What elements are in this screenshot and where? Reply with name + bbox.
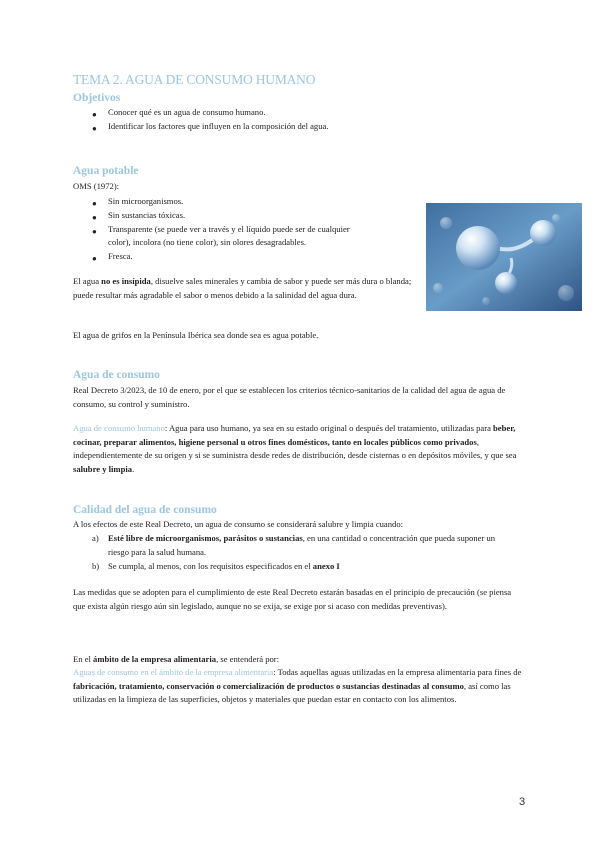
calidad-item-a: Esté libre de microorganismos, parásitos o sustancias, en una cantidad o concentración que pueda suponer un riesgo para la salud humana. xyxy=(108,533,496,557)
section-heading-objetivos: Objetivos xyxy=(73,92,121,104)
objetivo-item: Conocer qué es un agua de consumo humano. xyxy=(108,107,266,117)
section-heading-agua-potable: Agua potable xyxy=(73,165,139,177)
page-number: 3 xyxy=(519,796,526,808)
bullet-icon: ● xyxy=(92,199,97,208)
bullet-icon: ● xyxy=(92,213,97,222)
water-molecule-image xyxy=(426,203,582,311)
potable-item: Fresca. xyxy=(108,251,133,261)
section-heading-calidad: Calidad del agua de consumo xyxy=(73,504,217,516)
bullet-icon: ● xyxy=(92,124,97,133)
calidad-item-b: Se cumpla, al menos, con los requisitos especificados en el anexo I xyxy=(108,561,340,571)
potable-paragraph: El agua no es insípida, disuelve sales minerales y cambia de sabor y puede ser más dura o blanda; puede resultar más agradable el sabor o menos debido a la salinidad del agua dura. xyxy=(73,276,412,300)
potable-item: Sin microorganismos. xyxy=(108,196,184,206)
bullet-icon: ● xyxy=(92,254,97,263)
list-marker-a: a) xyxy=(92,533,99,543)
definition-paragraph: Agua de consumo humano: Agua para uso humano, ya sea en su estado original o después del tratamiento, utilizadas para beber, cocinar, preparar alimentos, higiene personal u otros fines domésticos, tanto en locales públicos como privados, independientemente de su origen y si se suministra desde redes de distribución, desde cisternas o en depósitos móviles, y que sea salubre y limpia. xyxy=(73,423,517,474)
page-title: TEMA 2. AGUA DE CONSUMO HUMANO xyxy=(73,72,316,87)
empresa-definition: Aguas de consumo en el ámbito de la empresa alimentaria: Todas aquellas aguas utilizadas en la empresa alimentaria para fines de fabricación, tratamiento, conservación o comercialización de productos o sustancias destinadas al consumo, así como las utilizadas en la limpieza de las superficies, objetos y materiales que puedan estar en contacto con los alimentos. xyxy=(73,667,522,705)
potable-paragraph-2: El agua de grifos en la Península Ibérica sea donde sea es agua potable. xyxy=(73,330,319,340)
empresa-intro: En el ámbito de la empresa alimentaria, se entenderá por: xyxy=(73,654,280,664)
objetivo-item: Identificar los factores que influyen en la composición del agua. xyxy=(108,121,329,131)
list-marker-b: b) xyxy=(92,561,100,571)
potable-item: Sin sustancias tóxicas. xyxy=(108,210,186,220)
potable-item: Transparente (se puede ver a través y el líquido puede ser de cualquier xyxy=(108,224,350,234)
potable-item-cont: color), incolora (no tiene color), sin olores desagradables. xyxy=(108,237,307,247)
medidas-paragraph: Las medidas que se adopten para el cumplimiento de este Real Decreto estarán basadas en el principio de precaución (se piensa que exista algún riesgo aún sin legislado, aunque no se exija, se exige por si acaso con medidas preventivas). xyxy=(73,587,512,611)
bullet-icon: ● xyxy=(92,227,97,236)
calidad-intro: A los efectos de este Real Decreto, un agua de consumo se considerará salubre y limpia cuando: xyxy=(73,519,404,529)
bullet-icon: ● xyxy=(92,110,97,119)
section-heading-agua-consumo: Agua de consumo xyxy=(73,369,160,381)
oms-label: OMS (1972): xyxy=(73,181,120,191)
real-decreto-paragraph: Real Decreto 3/2023, de 10 de enero, por el que se establecen los criterios técnico-sanitarios de la calidad del agua de agua de consumo, su control y suministro. xyxy=(73,385,506,409)
